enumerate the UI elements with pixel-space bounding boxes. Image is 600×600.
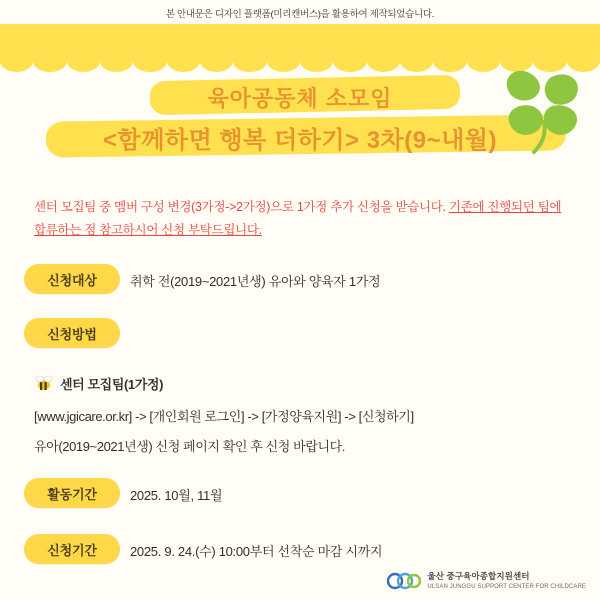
scallop — [433, 50, 466, 72]
scallop — [0, 50, 33, 72]
scallop — [267, 50, 300, 72]
intro-text-underlined: 기존에 진행되던 팀에 합류하는 점 참고하시어 신청 부탁드립니다. — [34, 200, 562, 238]
scallop — [100, 50, 133, 72]
intro-paragraph — [34, 196, 570, 242]
label-activity-period: 활동기간 — [24, 478, 120, 508]
top-notice: 본 안내문은 디자인 플랫폼(미리캔버스)을 활용하여 제작되었습니다. — [0, 0, 600, 26]
scallop — [400, 50, 433, 72]
center-logo-icon — [387, 570, 421, 592]
method-note: 유아(2019~2021년생) 신청 페이지 확인 후 신청 바랍니다. — [34, 439, 346, 454]
value-target: 취학 전(2019~2021년생) 유아와 양육자 1가정 — [130, 274, 381, 289]
scallop — [167, 50, 200, 72]
scallop — [67, 50, 100, 72]
page-title-line1: 육아공동체 소모임 — [207, 86, 393, 111]
value-activity-period: 2025. 10월, 11월 — [130, 488, 223, 503]
method-team: 센터 모집팀(1가정) — [60, 377, 164, 392]
scallop — [233, 50, 266, 72]
value-application-period: 2025. 9. 24.(수) 10:00부터 선착순 마감 시까지 — [130, 544, 383, 559]
bee-icon — [34, 374, 54, 392]
footer-logo — [387, 570, 586, 592]
page-title-line2: <함께하면 행복 더하기> 3차(9~내월) — [103, 127, 497, 154]
label-method: 신청방법 — [24, 318, 120, 348]
footer-center-name: 울산 중구육아종합지원센터 — [427, 570, 530, 581]
scallop — [33, 50, 66, 72]
label-application-period: 신청기간 — [24, 534, 120, 564]
scallop — [200, 50, 233, 72]
clover-icon — [494, 66, 590, 156]
footer-text — [427, 571, 586, 591]
footer-center-sub: ULSAN JUNGGU SUPPORT CENTER FOR CHILDCARE — [427, 583, 586, 590]
scallop — [367, 50, 400, 72]
scallop — [300, 50, 333, 72]
method-path[interactable]: [www.jgicare.or.kr] -> [개인회원 로그인] -> [가정양육지원] -> [신청하기] — [34, 409, 414, 424]
label-target: 신청대상 — [24, 264, 120, 294]
scallop — [333, 50, 366, 72]
intro-text-part1: 센터 모집팀 중 멤버 구성 변경(3가정->2가정)으로 1가정 추가 신청을 받습니다. — [34, 200, 449, 214]
scallop — [133, 50, 166, 72]
